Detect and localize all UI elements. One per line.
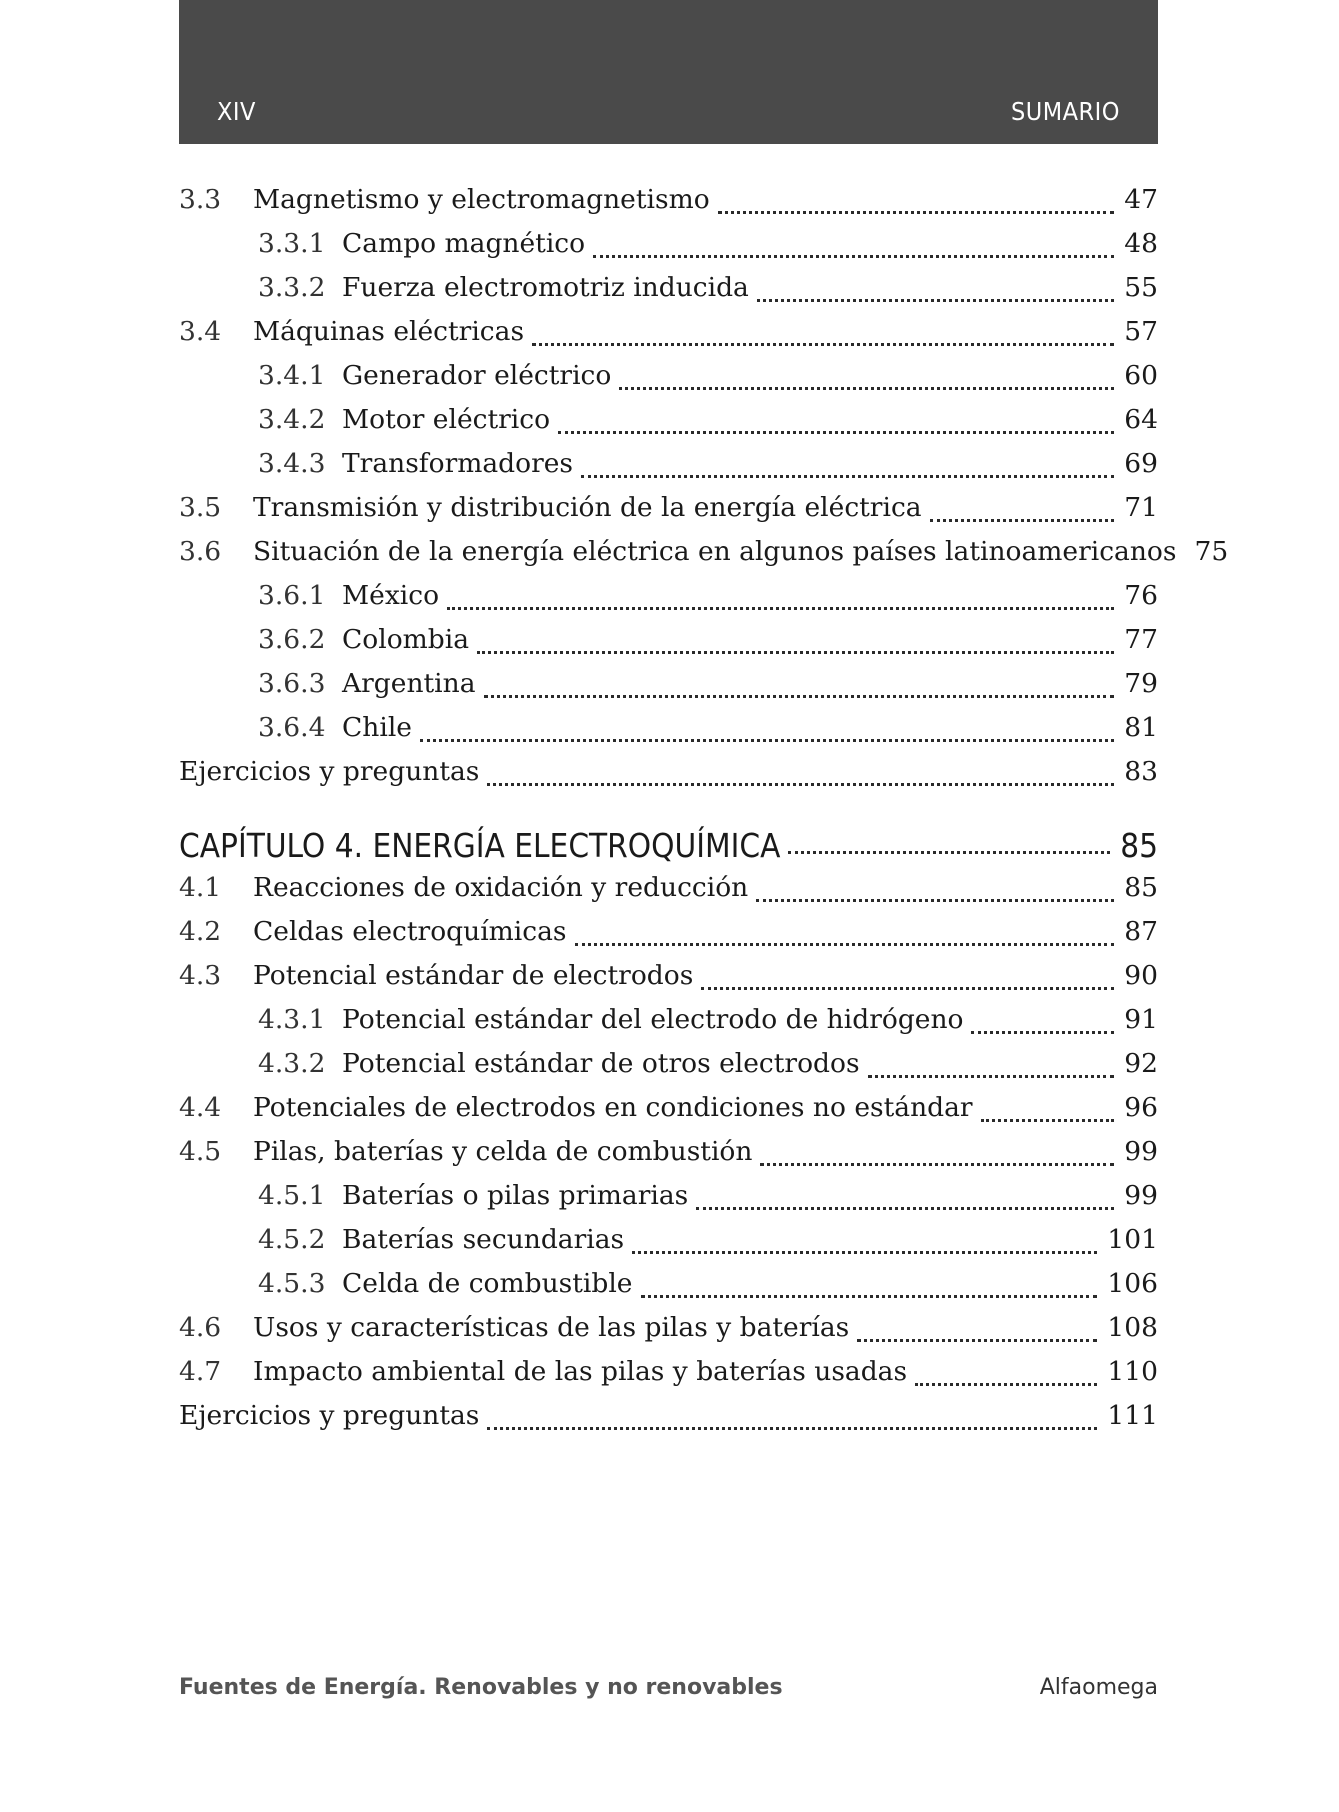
toc-entry-number: 4.1: [179, 872, 222, 903]
toc-entry-page: 99: [1124, 1180, 1158, 1211]
toc-entry: [179, 1268, 1158, 1308]
toc-entry-page: 101: [1107, 1224, 1158, 1255]
dot-leader: [447, 606, 1114, 610]
toc-entry-page: 76: [1124, 580, 1158, 611]
dot-leader: [857, 1338, 1097, 1342]
toc-entry-page: 48: [1124, 228, 1158, 259]
toc-entry-title: Potencial estándar de electrodos: [253, 960, 694, 991]
toc-entry: [179, 668, 1158, 708]
toc-entry: [179, 272, 1158, 312]
toc-entry-page: 75: [1194, 536, 1229, 567]
toc-entry: [179, 184, 1158, 224]
toc-entry-page: 108: [1107, 1312, 1158, 1343]
toc-entry-title: Pilas, baterías y celda de combustión: [253, 1136, 753, 1167]
toc-entry-title: Motor eléctrico: [342, 404, 551, 435]
toc-entry-page: 106: [1107, 1268, 1158, 1299]
section-label: SUMARIO: [1011, 97, 1120, 126]
toc-entry-number: 3.6.1: [258, 580, 326, 611]
dot-leader: [632, 1250, 1097, 1254]
toc-entry-title: Campo magnético: [342, 228, 586, 259]
toc-entry: [179, 960, 1158, 1000]
dot-leader: [868, 1074, 1115, 1078]
toc-entry-number: 3.4.1: [258, 360, 326, 391]
toc-entry-title: Fuerza electromotriz inducida: [342, 272, 749, 303]
dot-leader: [701, 986, 1114, 990]
toc-entry-title: Impacto ambiental de las pilas y baterías usadas: [253, 1356, 908, 1387]
dot-leader: [696, 1206, 1114, 1210]
toc-entry: [179, 580, 1158, 620]
toc-entry-title: Ejercicios y preguntas: [179, 1400, 480, 1431]
dot-leader: [718, 210, 1115, 214]
dot-leader: [593, 254, 1114, 258]
toc-entry: [179, 1004, 1158, 1044]
toc-entry: [179, 1136, 1158, 1176]
toc-entry-number: 4.4: [179, 1092, 222, 1123]
toc-entry-title: Transformadores: [342, 448, 574, 479]
toc-entry: [179, 712, 1158, 752]
toc-entry: [179, 624, 1158, 664]
toc-entry-number: 4.5.1: [258, 1180, 326, 1211]
toc-entry: [179, 1180, 1158, 1220]
toc-entry-page: 57: [1124, 316, 1158, 347]
toc-entry-title: Colombia: [342, 624, 470, 655]
toc-entry-number: 4.3: [179, 960, 222, 991]
toc-entry-title: CAPÍTULO 4. ENERGÍA ELECTROQUÍMICA: [179, 826, 781, 865]
toc-entry-number: 4.5.2: [258, 1224, 326, 1255]
running-header: [179, 0, 1158, 144]
toc-entry-page: 96: [1124, 1092, 1158, 1123]
toc-entry-page: 85: [1124, 872, 1158, 903]
dot-leader: [930, 518, 1115, 522]
toc-entry-title: Máquinas eléctricas: [253, 316, 525, 347]
toc-entry-page: 64: [1124, 404, 1158, 435]
toc-entry-page: 99: [1124, 1136, 1158, 1167]
toc-entry: [179, 404, 1158, 444]
toc-entry: [179, 316, 1158, 356]
toc-entry: [179, 872, 1158, 912]
toc-entry-page: 69: [1124, 448, 1158, 479]
dot-leader: [971, 1030, 1114, 1034]
toc-entry-title: Generador eléctrico: [342, 360, 612, 391]
toc-entry-title: Ejercicios y preguntas: [179, 756, 480, 787]
toc-entry-number: 3.6: [179, 536, 222, 567]
toc-entry-title: Chile: [342, 712, 412, 743]
toc-entry-title: Transmisión y distribución de la energía eléctrica: [253, 492, 922, 523]
toc-entry-title: Baterías secundarias: [342, 1224, 625, 1255]
toc-entry-number: 3.6.4: [258, 712, 326, 743]
dot-leader: [484, 694, 1115, 698]
toc-entry-page: 87: [1124, 916, 1158, 947]
toc-entry-number: 3.5: [179, 492, 222, 523]
toc-entry-page: 81: [1124, 712, 1158, 743]
toc-entry-number: 4.3.1: [258, 1004, 326, 1035]
toc-entry-number: 3.3.2: [258, 272, 326, 303]
toc-entry-title: Celda de combustible: [342, 1268, 633, 1299]
toc-entry-title: Potencial estándar de otros electrodos: [342, 1048, 860, 1079]
toc-entry-title: Argentina: [342, 668, 476, 699]
toc-entry: [179, 756, 1158, 796]
footer-publisher: Alfaomega: [1039, 1675, 1158, 1700]
toc-entry-page: 92: [1124, 1048, 1158, 1079]
toc-entry-title: Baterías o pilas primarias: [342, 1180, 689, 1211]
dot-leader: [581, 474, 1114, 478]
dot-leader: [757, 298, 1114, 302]
toc-entry: [179, 1312, 1158, 1352]
toc-entry-page: 83: [1124, 756, 1158, 787]
dot-leader: [532, 342, 1114, 346]
dot-leader: [487, 1426, 1097, 1430]
toc-entry: [179, 1092, 1158, 1132]
toc-entry-title: México: [342, 580, 440, 611]
toc-entry-page: 79: [1124, 668, 1158, 699]
dot-leader: [981, 1118, 1115, 1122]
toc-entry-page: 55: [1124, 272, 1158, 303]
toc-entry-number: 4.2: [179, 916, 222, 947]
toc-entry-page: 110: [1107, 1356, 1158, 1387]
toc-entry-number: 4.5: [179, 1136, 222, 1167]
dot-leader: [477, 650, 1114, 654]
toc-entry-page: 71: [1124, 492, 1158, 523]
toc-entry: [179, 536, 1229, 576]
toc-entry-title: Magnetismo y electromagnetismo: [253, 184, 710, 215]
page-number-label: XIV: [217, 97, 256, 126]
toc-entry: [179, 1048, 1158, 1088]
toc-entry-page: 91: [1124, 1004, 1158, 1035]
toc-entry-number: 3.4.3: [258, 448, 326, 479]
toc-entry-page: 111: [1107, 1400, 1158, 1431]
toc-entry-title: Potencial estándar del electrodo de hidrógeno: [342, 1004, 964, 1035]
toc-entry: [179, 1356, 1158, 1396]
dot-leader: [487, 782, 1114, 786]
dot-leader: [558, 430, 1114, 434]
toc-entry-title: Potenciales de electrodos en condiciones no estándar: [253, 1092, 973, 1123]
toc-entry-number: 4.6: [179, 1312, 222, 1343]
toc-entry-number: 4.5.3: [258, 1268, 326, 1299]
dot-leader: [420, 738, 1114, 742]
toc-entry-page: 85: [1120, 826, 1158, 865]
toc-entry: [179, 1224, 1158, 1264]
toc-entry: [179, 228, 1158, 268]
dot-leader: [575, 942, 1115, 946]
toc-entry-title: Situación de la energía eléctrica en algunos países latinoamericanos: [253, 536, 1177, 567]
toc-entry: [179, 360, 1158, 400]
toc-entry-number: 3.4.2: [258, 404, 326, 435]
toc-entry-title: Celdas electroquímicas: [253, 916, 567, 947]
toc-entry-number: 4.7: [179, 1356, 222, 1387]
toc-entry-title: Reacciones de oxidación y reducción: [253, 872, 749, 903]
dot-leader: [915, 1382, 1097, 1386]
toc-entry-number: 3.6.2: [258, 624, 326, 655]
dot-leader: [760, 1162, 1114, 1166]
toc-entry-number: 3.3: [179, 184, 222, 215]
toc-entry: [179, 492, 1158, 532]
toc-entry-page: 47: [1124, 184, 1158, 215]
toc-entry-title: Usos y características de las pilas y baterías: [253, 1312, 850, 1343]
dot-leader: [788, 850, 1110, 854]
toc-entry-page: 77: [1124, 624, 1158, 655]
toc-entry-number: 3.6.3: [258, 668, 326, 699]
toc-entry-number: 4.3.2: [258, 1048, 326, 1079]
toc-chapter-heading: [179, 826, 1158, 866]
toc-entry: [179, 916, 1158, 956]
footer-book-title: Fuentes de Energía. Renovables y no renovables: [179, 1675, 783, 1700]
toc-entry-page: 90: [1124, 960, 1158, 991]
dot-leader: [619, 386, 1114, 390]
dot-leader: [641, 1294, 1098, 1298]
toc-entry-number: 3.3.1: [258, 228, 326, 259]
toc-entry: [179, 1400, 1158, 1440]
dot-leader: [756, 898, 1114, 902]
toc-entry-number: 3.4: [179, 316, 222, 347]
toc-entry-page: 60: [1124, 360, 1158, 391]
toc-entry: [179, 448, 1158, 488]
